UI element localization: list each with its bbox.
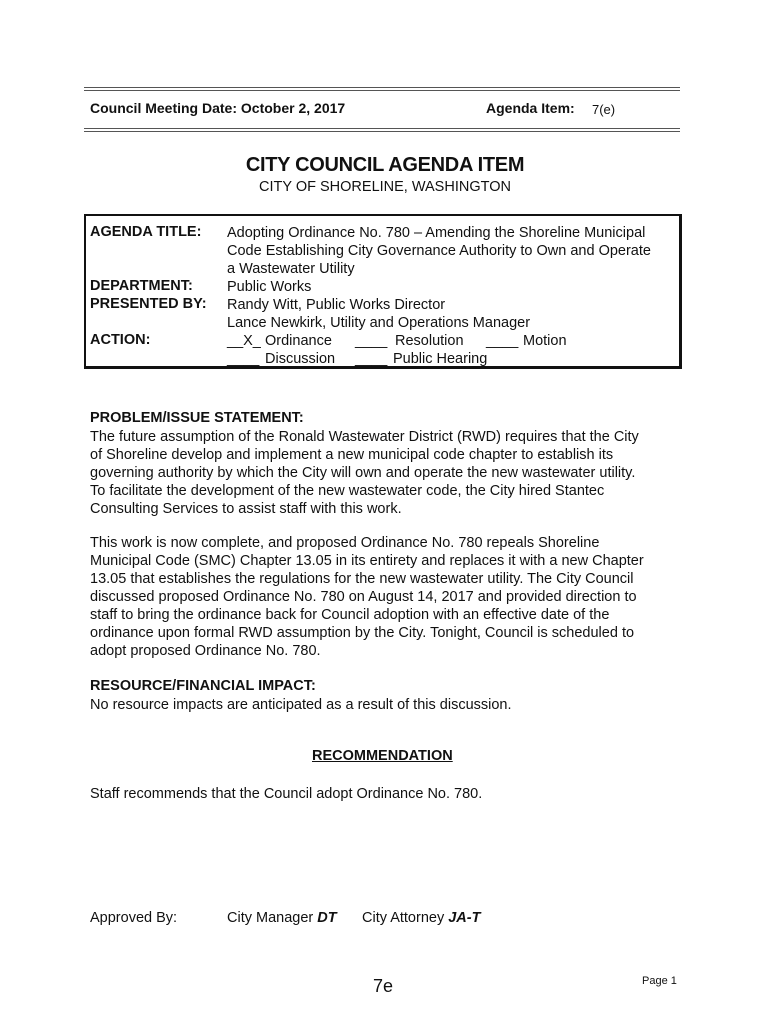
action-hearing: Public Hearing bbox=[393, 351, 488, 367]
agenda-title-line: a Wastewater Utility bbox=[227, 261, 355, 277]
text-line: staff to bring the ordinance back for Council adoption with an effective date of the bbox=[90, 607, 610, 623]
approved-by-label: Approved By: bbox=[90, 910, 178, 926]
resource-heading: RESOURCE/FINANCIAL IMPACT: bbox=[90, 678, 316, 694]
city-attorney-initials: JA-T bbox=[448, 910, 481, 926]
city-manager-approval bbox=[227, 910, 337, 926]
presented-by-label: PRESENTED BY: bbox=[90, 296, 207, 312]
header-bottom-rule bbox=[84, 128, 680, 129]
text-line: The future assumption of the Ronald Wastewater District (RWD) requires that the City bbox=[90, 429, 639, 445]
presenter-line: Lance Newkirk, Utility and Operations Manager bbox=[227, 315, 531, 331]
department-value: Public Works bbox=[227, 279, 312, 295]
city-manager-initials: DT bbox=[317, 910, 337, 926]
problem-heading: PROBLEM/ISSUE STATEMENT: bbox=[90, 410, 304, 426]
city-manager-label: City Manager bbox=[227, 910, 314, 926]
text-line: Consulting Services to assist staff with this work. bbox=[90, 501, 402, 517]
problem-paragraph-1 bbox=[90, 428, 680, 518]
meeting-date: Council Meeting Date: October 2, 2017 bbox=[90, 100, 346, 116]
page-number: Page 1 bbox=[642, 975, 677, 987]
text-line: ordinance upon formal RWD assumption by the City. Tonight, Council is scheduled to bbox=[90, 625, 635, 641]
presented-by-value bbox=[227, 296, 530, 332]
header-bottom-rule-2 bbox=[84, 131, 680, 132]
item-code-footer: 7e bbox=[373, 976, 394, 996]
agenda-title-label: AGENDA TITLE: bbox=[90, 224, 202, 240]
action-discussion-blank: ____ bbox=[227, 351, 260, 367]
agenda-title-value bbox=[227, 224, 651, 278]
text-line: Municipal Code (SMC) Chapter 13.05 in its entirety and replaces it with a new Chapter bbox=[90, 553, 644, 569]
agenda-title-line: Adopting Ordinance No. 780 – Amending the Shoreline Municipal bbox=[227, 225, 646, 241]
agenda-item-label: Agenda Item: bbox=[486, 100, 575, 116]
problem-paragraph-2 bbox=[90, 534, 680, 660]
page-title: CITY COUNCIL AGENDA ITEM bbox=[245, 154, 525, 176]
action-discussion: Discussion bbox=[265, 351, 336, 367]
department-label: DEPARTMENT: bbox=[90, 278, 193, 294]
text-line: adopt proposed Ordinance No. 780. bbox=[90, 643, 321, 659]
text-line: of Shoreline develop and implement a new municipal code chapter to establish its bbox=[90, 447, 614, 463]
city-attorney-label: City Attorney bbox=[362, 910, 445, 926]
agenda-title-line: Code Establishing City Governance Authority to Own and Operate bbox=[227, 243, 651, 259]
text-line: discussed proposed Ordinance No. 780 on August 14, 2017 and provided direction to bbox=[90, 589, 637, 605]
recommendation-text: Staff recommends that the Council adopt Ordinance No. 780. bbox=[90, 786, 483, 802]
header-top-rule-2 bbox=[84, 90, 680, 91]
text-line: governing authority by which the City will own and operate the new wastewater utility. bbox=[90, 465, 636, 481]
action-hearing-blank: ____ bbox=[355, 351, 388, 367]
text-line: To facilitate the development of the new wastewater code, the City hired Stantec bbox=[90, 483, 605, 499]
header-top-rule bbox=[84, 87, 680, 88]
city-attorney-approval bbox=[362, 910, 480, 926]
action-resolution: Resolution bbox=[395, 333, 464, 349]
action-motion: Motion bbox=[523, 333, 567, 349]
recommendation-heading: RECOMMENDATION bbox=[312, 748, 453, 764]
action-resolution-blank: ____ bbox=[355, 333, 388, 349]
text-line: This work is now complete, and proposed Ordinance No. 780 repeals Shoreline bbox=[90, 535, 600, 551]
action-ordinance: Ordinance bbox=[265, 333, 332, 349]
action-motion-blank: ____ bbox=[486, 333, 519, 349]
agenda-item-value: 7(e) bbox=[592, 102, 616, 117]
presenter-line: Randy Witt, Public Works Director bbox=[227, 297, 446, 313]
action-label: ACTION: bbox=[90, 332, 151, 348]
action-ordinance-blank: __X_ bbox=[227, 333, 261, 349]
resource-text: No resource impacts are anticipated as a result of this discussion. bbox=[90, 697, 512, 713]
text-line: 13.05 that establishes the regulations for the new wastewater utility. The City Council bbox=[90, 571, 634, 587]
page-subtitle: CITY OF SHORELINE, WASHINGTON bbox=[259, 179, 511, 195]
